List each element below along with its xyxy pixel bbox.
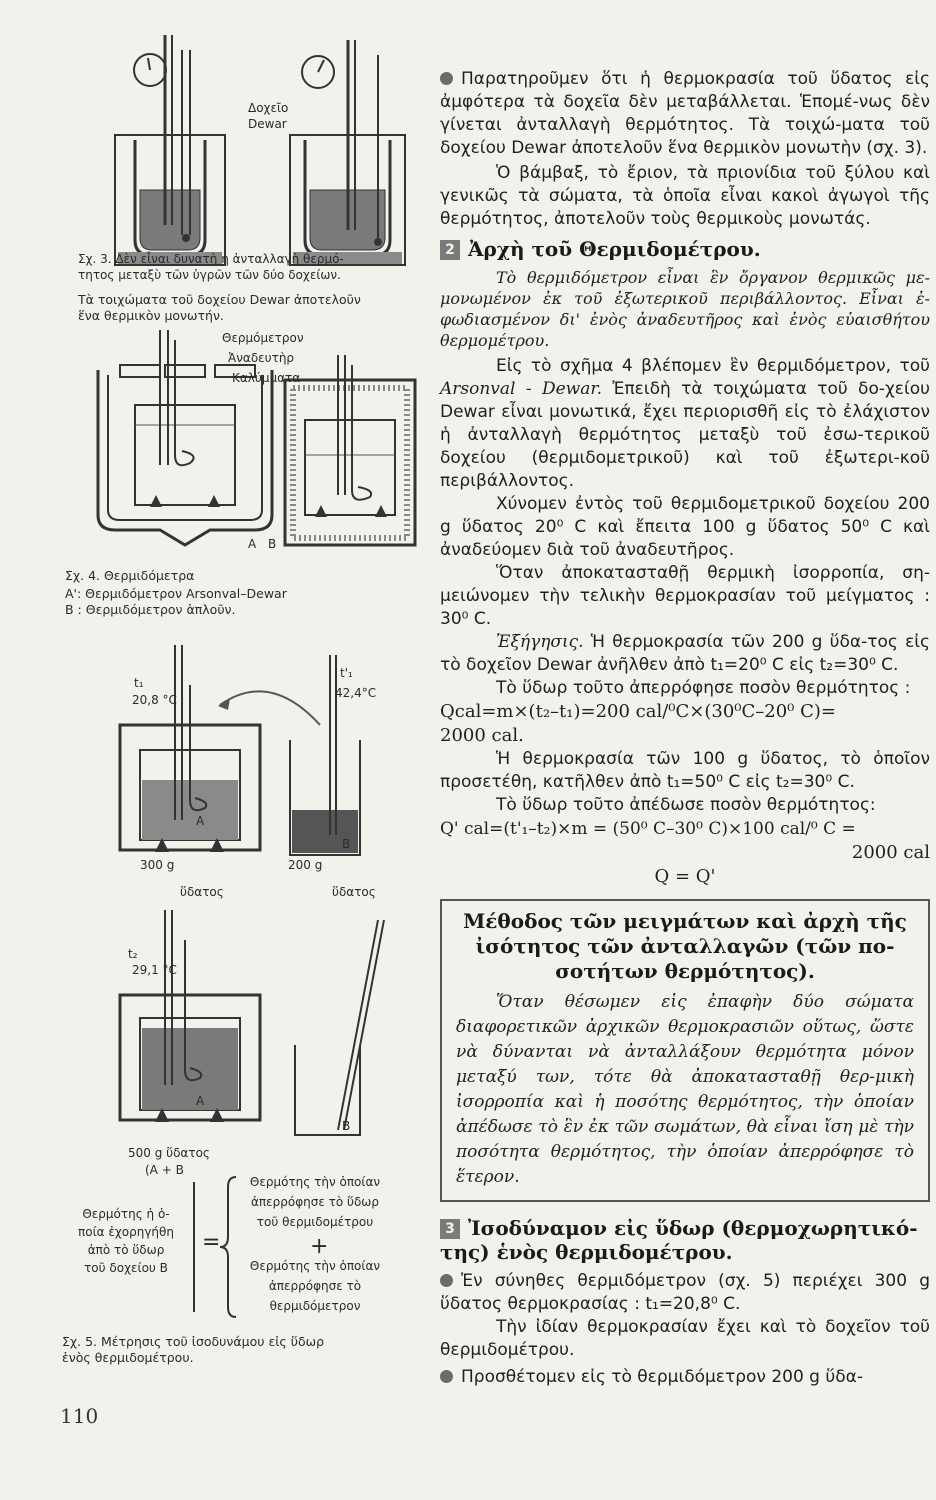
mass-300: 300 g [140, 858, 175, 872]
paragraph-7: Τὸ ὕδωρ τοῦτο ἀπερρόφησε ποσὸν θερμότητος : [496, 678, 911, 698]
t2-label: t₂ [128, 947, 138, 961]
formula-2b: 2000 cal [851, 842, 930, 863]
figure-3-caption: Σχ. 3. Δὲν εἶναι δυνατὴ ἡ ἀνταλλαγὴ θερμό- τητος μεταξὺ τῶν ὑγρῶν τῶν δύο δοχείων. [78, 252, 344, 282]
section-2-heading: 2 Ἀρχὴ τοῦ Θερμιδομέτρου. [440, 237, 930, 261]
bullet-icon [440, 1274, 453, 1287]
paragraph-4: Χύνομεν ἐντὸς τοῦ θερμιδομετρικοῦ δοχείου 200 g ὕδατος 20⁰ C καὶ ἔπειτα 100 g ὕδατος 50⁰ C καὶ ἀναδεύομεν διὰ τοῦ ἀναδευτῆρος. [440, 494, 930, 560]
paragraph-3: Εἰς τὸ σχῆμα 4 βλέπομεν ἓν θερμιδόμετρον, τοῦ Arsonval - Dewar. Ἐπειδὴ τὰ τοιχώματα τοῦ δο-χείου Dewar εἶναι μονωτικά, ἔχει περιορισθῆ εἰς τὸ ἐλάχιστον ἡ ἀνταλλαγὴ θερμότητος μεταξὺ τοῦ ἐσω-τερικοῦ δοχείου (θερμιδομετρικοῦ) καὶ τοῦ ἐξωτερι-κοῦ περιβάλλοντος. [440, 356, 930, 491]
equals-sign: = [202, 1230, 221, 1255]
section-number-2: 2 [440, 240, 460, 260]
t2-value: 29,1 °C [132, 963, 177, 977]
heat-absorbed-calorimeter-text: Θερμότης τὴν ὁποίαν ἀπερρόφησε τὸ θερμιδόμετρον [249, 1259, 381, 1313]
label-b: B [268, 537, 277, 551]
t1p-value: 42,4°C [335, 686, 377, 700]
label-stirrer: Ἀναδευτὴρ [228, 351, 295, 365]
plus-sign: + [310, 1234, 329, 1259]
method-of-mixtures-box [440, 899, 930, 1202]
figure-5-top-drawing [110, 640, 410, 860]
paragraph-2: Ὁ βάμβαξ, τὸ ἔριον, τὰ πριονίδια τοῦ ξύλου καὶ γενικῶς τὰ σώματα, τὰ ὁποῖα εἶναι κακοὶ ἀγωγοὶ τῆς θερμότητος, ἀποτελοῦν τοὺς θερμικοὺς μονωτάς. [440, 163, 930, 229]
bullet-icon [440, 1370, 453, 1383]
t1-label: t₁ [134, 676, 144, 690]
paragraph-8: Ἡ θερμοκρασία τῶν 100 g ὕδατος, τὸ ὁποῖον προσετέθη, κατῆλθεν ἀπὸ t₁=50⁰ C εἰς t₂=30⁰ C. [440, 749, 930, 792]
box-text: Ὅταν θέσωμεν εἰς ἐπαφὴν δύο σώματα διαφορετικῶν ἀρχικῶν θερμοκρασιῶν οὕτως, ὥστε νὰ δύνανται νὰ ἀνταλλάξουν θερμότητα μόνον μεταξύ των, τότε θὰ ἀποκατασταθῇ θερ-μικὴ ἰσορροπία καὶ ἡ ποσότης θερμότητος, τὴν ὁποίαν ἀπέδωσε τὸ ἓν ἐκ τῶν σωμάτων, θὰ εἶναι ἴση μὲ τὴν ποσότητα θερμότητος, τὴν ὁποίαν ἀπερρόφησε τὸ ἕτερον. [456, 992, 914, 1187]
paragraph-9: Τὸ ὕδωρ τοῦτο ἀπέδωσε ποσὸν θερμότητος: [496, 795, 876, 815]
label-covers: Καλύμματα [232, 371, 301, 385]
t1-value: 20,8 °C [132, 693, 177, 707]
water-1: ὕδατος [180, 885, 224, 899]
t1p-label: t'₁ [340, 666, 353, 680]
heat-absorbed-water-text: Θερμότης τὴν ὁποίαν ἀπερρόφησε τὸ ὕδωρ τοῦ θερμιδομέτρου [249, 1175, 381, 1229]
formula-1b: 2000 cal. [440, 725, 524, 746]
figure-5-bottom-drawing [110, 900, 410, 1140]
section-3-heading: 3 Ἰσοδύναμον εἰς ὕδωρ (θερμοχωρητικό-της) ἑνὸς θερμιδομέτρου. [440, 1216, 918, 1264]
label-a: A [248, 537, 257, 551]
paragraph-10: Ἐν σύνηθες θερμιδόμετρον (σχ. 5) περιέχει 300 g ὕδατος θερμοκρασίας : t₁=20,8⁰ C. [440, 1271, 930, 1314]
bullet-icon [440, 72, 453, 85]
label-a1: A [196, 814, 205, 828]
dewar-label: Δοχεῖο Dewar [248, 101, 289, 132]
ab-label: (A + B [145, 1163, 184, 1177]
figure-4-caption-b: B : Θερμιδόμετρον ἁπλοῦν. [65, 602, 236, 617]
water-2: ὕδατος [332, 885, 376, 899]
figure-3-drawing [110, 30, 440, 275]
box-title: Μέθοδος τῶν μειγμάτων καὶ ἀρχὴ τῆς ἰσότητος τῶν ἀνταλλαγῶν (τῶν πο-σοτήτων θερμότητος). [463, 909, 907, 983]
formula-3: Q = Q' [654, 866, 716, 887]
right-column [440, 68, 930, 1389]
paragraph-11: Τὴν ἰδίαν θερμοκρασίαν ἔχει καὶ τὸ δοχεῖον τοῦ θερμιδομέτρου. [440, 1317, 930, 1360]
mass-200: 200 g [288, 858, 323, 872]
paragraph-5: Ὅταν ἀποκατασταθῇ θερμικὴ ἰσορροπία, ση-μειώνομεν τὴν τελικὴν θερμοκρασίαν τοῦ μείγματος : 30⁰ C. [440, 563, 930, 629]
paragraph-12: Προσθέτομεν εἰς τὸ θερμιδόμετρον 200 g ὕδα- [440, 1366, 930, 1389]
figure-4-caption-a: A': Θερμιδόμετρον Arsonval–Dewar [65, 586, 287, 601]
mass-500: 500 g ὕδατος [128, 1146, 210, 1160]
paragraph-1: Παρατηροῦμεν ὅτι ἡ θερμοκρασία τοῦ ὕδατος εἰς ἀμφότερα τὰ δοχεῖα δὲν μεταβάλλεται. Ἑπομέ-νως δὲν γίνεται ἀνταλλαγὴ θερμότητος. Τὰ τοιχώ-ματα τοῦ δοχείου Dewar ἀποτελοῦν ἕνα θερμικὸν μονωτὴν (σχ. 3). [440, 69, 930, 158]
label-b2: B [342, 1119, 351, 1133]
calorimeter-definition: Τὸ θερμιδόμετρον εἶναι ἓν ὄργανον θερμικῶς με-μονωμένον ἐκ τοῦ ἐξωτερικοῦ περιβάλλοντος. Εἶναι ἐ-φωδιασμένον δι' ἑνὸς ἀναδευτῆρος καὶ ἑνὸς εὐαισθήτου θερμομέτρου. [440, 268, 930, 350]
heat-given-text: Θερμότης ἡ ὁ- ποία ἐχορηγήθη ἀπὸ τὸ ὕδωρ τοῦ δοχείου B [78, 1207, 174, 1275]
figure-5-caption: Σχ. 5. Μέτρησις τοῦ ἰσοδυνάμου εἰς ὕδωρ ἑνὸς θερμιδομέτρου. [62, 1334, 325, 1366]
formula-2: Q' cal=(t'₁–t₂)×m = (50⁰ C–30⁰ C)×100 cal/⁰ C = [440, 819, 856, 839]
paragraph-6: Ἐξήγησις. Ἡ θερμοκρασία τῶν 200 g ὕδα-τος εἰς τὸ δοχεῖον Dewar ἀνῆλθεν ἀπὸ t₁=20⁰ C εἰς t₂=30⁰ C. [440, 632, 930, 675]
label-b1: B [342, 837, 351, 851]
label-thermometer: Θερμόμετρον [222, 331, 304, 345]
section-number-3: 3 [440, 1219, 460, 1239]
label-a2: A [196, 1094, 205, 1108]
figure-4-caption-title: Σχ. 4. Θερμιδόμετρα [65, 568, 195, 583]
figure-3-caption-2: Τὰ τοιχώματα τοῦ δοχείου Dewar ἀποτελοῦν ἕνα θερμικὸν μονωτήν. [78, 292, 361, 324]
page-number: 110 [60, 1404, 99, 1428]
formula-1: Qcal=m×(t₂–t₁)=200 cal/⁰C×(30⁰C–20⁰ C)= [440, 701, 836, 722]
